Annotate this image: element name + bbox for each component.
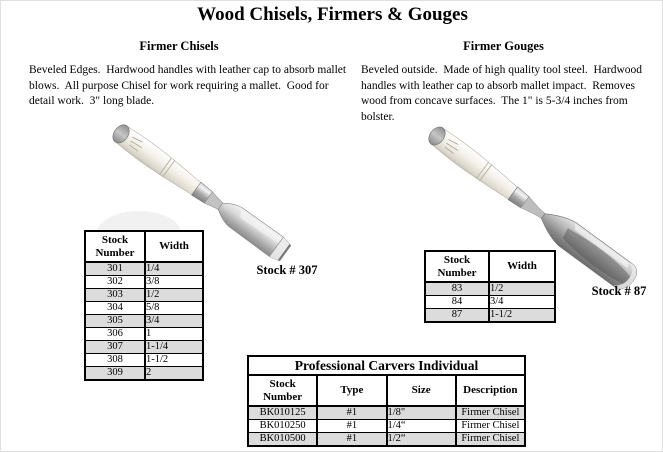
table-row: [248, 420, 525, 433]
width-cell: 1: [145, 328, 203, 341]
column-header-width: Width: [489, 251, 555, 282]
table-row: [85, 367, 203, 381]
column-header-stock-number: Stock Number: [85, 231, 145, 262]
chisel-photo-caption: Stock # 307: [256, 263, 318, 277]
table-header-row: [248, 375, 525, 406]
column-header-width: Width: [145, 231, 203, 262]
stock-number-cell: 309: [85, 367, 145, 381]
table-header-row: [85, 231, 203, 262]
table-row: [85, 341, 203, 354]
table-row: [425, 309, 555, 323]
size-cell: 1/2“: [387, 433, 456, 447]
column-header-description: Description: [456, 375, 525, 406]
table-row: [85, 289, 203, 302]
width-cell: 1-1/2: [145, 354, 203, 367]
type-cell: #1: [317, 420, 386, 433]
size-cell: 1/8": [387, 406, 456, 420]
section-heading-firmer-chisels: Firmer Chisels: [139, 39, 219, 53]
width-cell: 1-1/4: [145, 341, 203, 354]
gouge-photo-caption: Stock # 87: [591, 284, 647, 298]
stock-number-cell: BK010500: [248, 433, 317, 447]
stock-number-cell: BK010250: [248, 420, 317, 433]
chisel-widths-table: [84, 230, 204, 381]
table-row: [248, 406, 525, 420]
type-cell: #1: [317, 406, 386, 420]
table-row: [425, 282, 555, 296]
table-title: Professional Carvers Individual: [248, 356, 525, 375]
width-cell: 1/4: [145, 262, 203, 276]
professional-carvers-table: [247, 355, 526, 447]
gouge-widths-table: [424, 250, 556, 323]
table-row: [85, 262, 203, 276]
table-row: [85, 328, 203, 341]
stock-number-cell: 308: [85, 354, 145, 367]
width-cell: 1/2: [145, 289, 203, 302]
stock-number-cell: 87: [425, 309, 489, 323]
table-header-row: [425, 251, 555, 282]
width-cell: 3/8: [145, 276, 203, 289]
width-cell: 2: [145, 367, 203, 381]
width-cell: 1-1/2: [489, 309, 555, 323]
firmer-gouges-description: Beveled outside. Made of high quality tool steel. Hardwood handles with leather cap to absorb mallet impact. Removes wood from concave surfaces. The 1" is 5-3/4 inches from bolster.: [361, 64, 645, 123]
table-row: [85, 354, 203, 367]
width-cell: 3/4: [145, 315, 203, 328]
table-row: [425, 296, 555, 309]
stock-number-cell: 83: [425, 282, 489, 296]
column-header-type: Type: [317, 375, 386, 406]
stock-number-cell: 302: [85, 276, 145, 289]
table-row: [85, 302, 203, 315]
column-header-size: Size: [387, 375, 456, 406]
width-cell: 3/4: [489, 296, 555, 309]
description-cell: Firmer Chisel: [456, 433, 525, 447]
stock-number-cell: 84: [425, 296, 489, 309]
stock-number-cell: 307: [85, 341, 145, 354]
table-title-row: [248, 356, 525, 375]
size-cell: 1/4“: [387, 420, 456, 433]
description-cell: Firmer Chisel: [456, 406, 525, 420]
stock-number-cell: 305: [85, 315, 145, 328]
table-row: [85, 276, 203, 289]
stock-number-cell: 306: [85, 328, 145, 341]
stock-number-cell: 303: [85, 289, 145, 302]
width-cell: 5/8: [145, 302, 203, 315]
table-row: [248, 433, 525, 447]
column-header-stock-number: Stock Number: [425, 251, 489, 282]
stock-number-cell: 304: [85, 302, 145, 315]
stock-number-cell: BK010125: [248, 406, 317, 420]
table-row: [85, 315, 203, 328]
width-cell: 1/2: [489, 282, 555, 296]
description-cell: Firmer Chisel: [456, 420, 525, 433]
section-heading-firmer-gouges: Firmer Gouges: [463, 39, 544, 53]
column-header-stock-number: Stock Number: [248, 375, 317, 406]
page-title: Wood Chisels, Firmers & Gouges: [197, 4, 468, 25]
type-cell: #1: [317, 433, 386, 447]
stock-number-cell: 301: [85, 262, 145, 276]
firmer-chisels-description: Beveled Edges. Hardwood handles with leather cap to absorb mallet blows. All purpose Chisel for work requiring a mallet. Good for detail work. 3" long blade.: [29, 64, 349, 107]
